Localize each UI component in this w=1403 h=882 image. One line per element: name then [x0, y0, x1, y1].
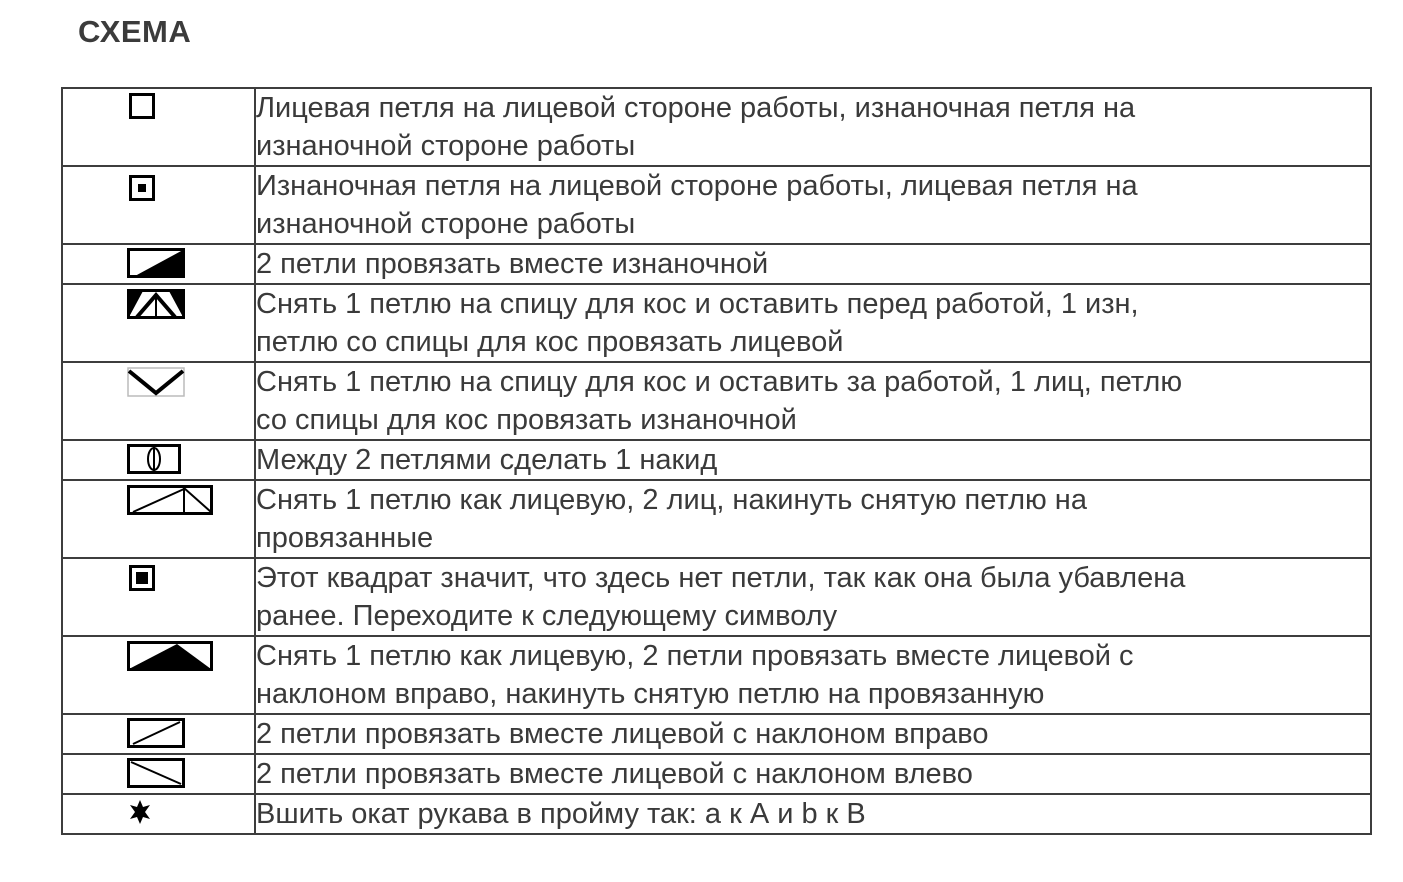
legend-description: Этот квадрат значит, что здесь нет петли, так как она была убавлена ранее. Переходите к следующему символу	[255, 558, 1371, 636]
legend-description: 2 петли провязать вместе лицевой с наклоном вправо	[255, 714, 1371, 754]
legend-symbol-cell	[62, 480, 255, 558]
legend-symbol-cell	[62, 166, 255, 244]
legend-description: 2 петли провязать вместе лицевой с наклоном влево	[255, 754, 1371, 794]
legend-symbol-cell	[62, 794, 255, 834]
legend-row	[62, 558, 1371, 636]
legend-symbol-cell	[62, 362, 255, 440]
knit-two-together-right-icon	[127, 718, 185, 748]
legend-description: Лицевая петля на лицевой стороне работы, изнаночная петля на изнаночной стороне работы	[255, 88, 1371, 166]
purl-stitch-dot-square-icon	[129, 175, 155, 201]
legend-symbol-cell	[62, 88, 255, 166]
legend-row	[62, 714, 1371, 754]
legend-row	[62, 636, 1371, 714]
legend-description: Снять 1 петлю на спицу для кос и оставить за работой, 1 лиц, петлю со спицы для кос провязать изнаночной	[255, 362, 1371, 440]
cross-back-knit-icon	[127, 367, 185, 397]
legend-description: Изнаночная петля на лицевой стороне работы, лицевая петля на изнаночной стороне работы	[255, 166, 1371, 244]
knit-stitch-empty-square-icon	[129, 93, 155, 119]
page-title: СХЕМА	[78, 14, 192, 49]
legend-row	[62, 362, 1371, 440]
legend-row	[62, 480, 1371, 558]
legend-description: Вшить окат рукава в пройму так: а к А и b к В	[255, 794, 1371, 834]
yarn-over-icon	[127, 444, 181, 474]
legend-row	[62, 284, 1371, 362]
legend-row	[62, 754, 1371, 794]
central-double-decrease-icon	[127, 641, 213, 671]
legend-symbol-cell	[62, 558, 255, 636]
no-stitch-square-icon	[129, 565, 155, 591]
legend-description: Снять 1 петлю как лицевую, 2 лиц, накинуть снятую петлю на провязанные	[255, 480, 1371, 558]
legend-table	[61, 87, 1372, 835]
legend-row	[62, 166, 1371, 244]
legend-symbol-cell	[62, 754, 255, 794]
legend-symbol-cell	[62, 636, 255, 714]
cross-front-purl-icon	[127, 289, 185, 319]
legend-description: Снять 1 петлю на спицу для кос и оставить перед работой, 1 изн, петлю со спицы для кос провязать лицевой	[255, 284, 1371, 362]
legend-symbol-cell	[62, 244, 255, 284]
legend-description: Между 2 петлями сделать 1 накид	[255, 440, 1371, 480]
legend-row	[62, 88, 1371, 166]
star-icon	[129, 799, 151, 825]
legend-description: 2 петли провязать вместе изнаночной	[255, 244, 1371, 284]
legend-row	[62, 794, 1371, 834]
legend-symbol-cell	[62, 440, 255, 480]
legend-symbol-cell	[62, 284, 255, 362]
legend-row	[62, 440, 1371, 480]
legend-symbol-cell	[62, 714, 255, 754]
legend-row	[62, 244, 1371, 284]
legend-description: Снять 1 петлю как лицевую, 2 петли провязать вместе лицевой с наклоном вправо, накинуть снятую петлю на провязанную	[255, 636, 1371, 714]
purl-two-together-icon	[127, 248, 185, 278]
knit-two-together-left-icon	[127, 758, 185, 788]
slip-knit-two-pass-over-icon	[127, 485, 213, 515]
